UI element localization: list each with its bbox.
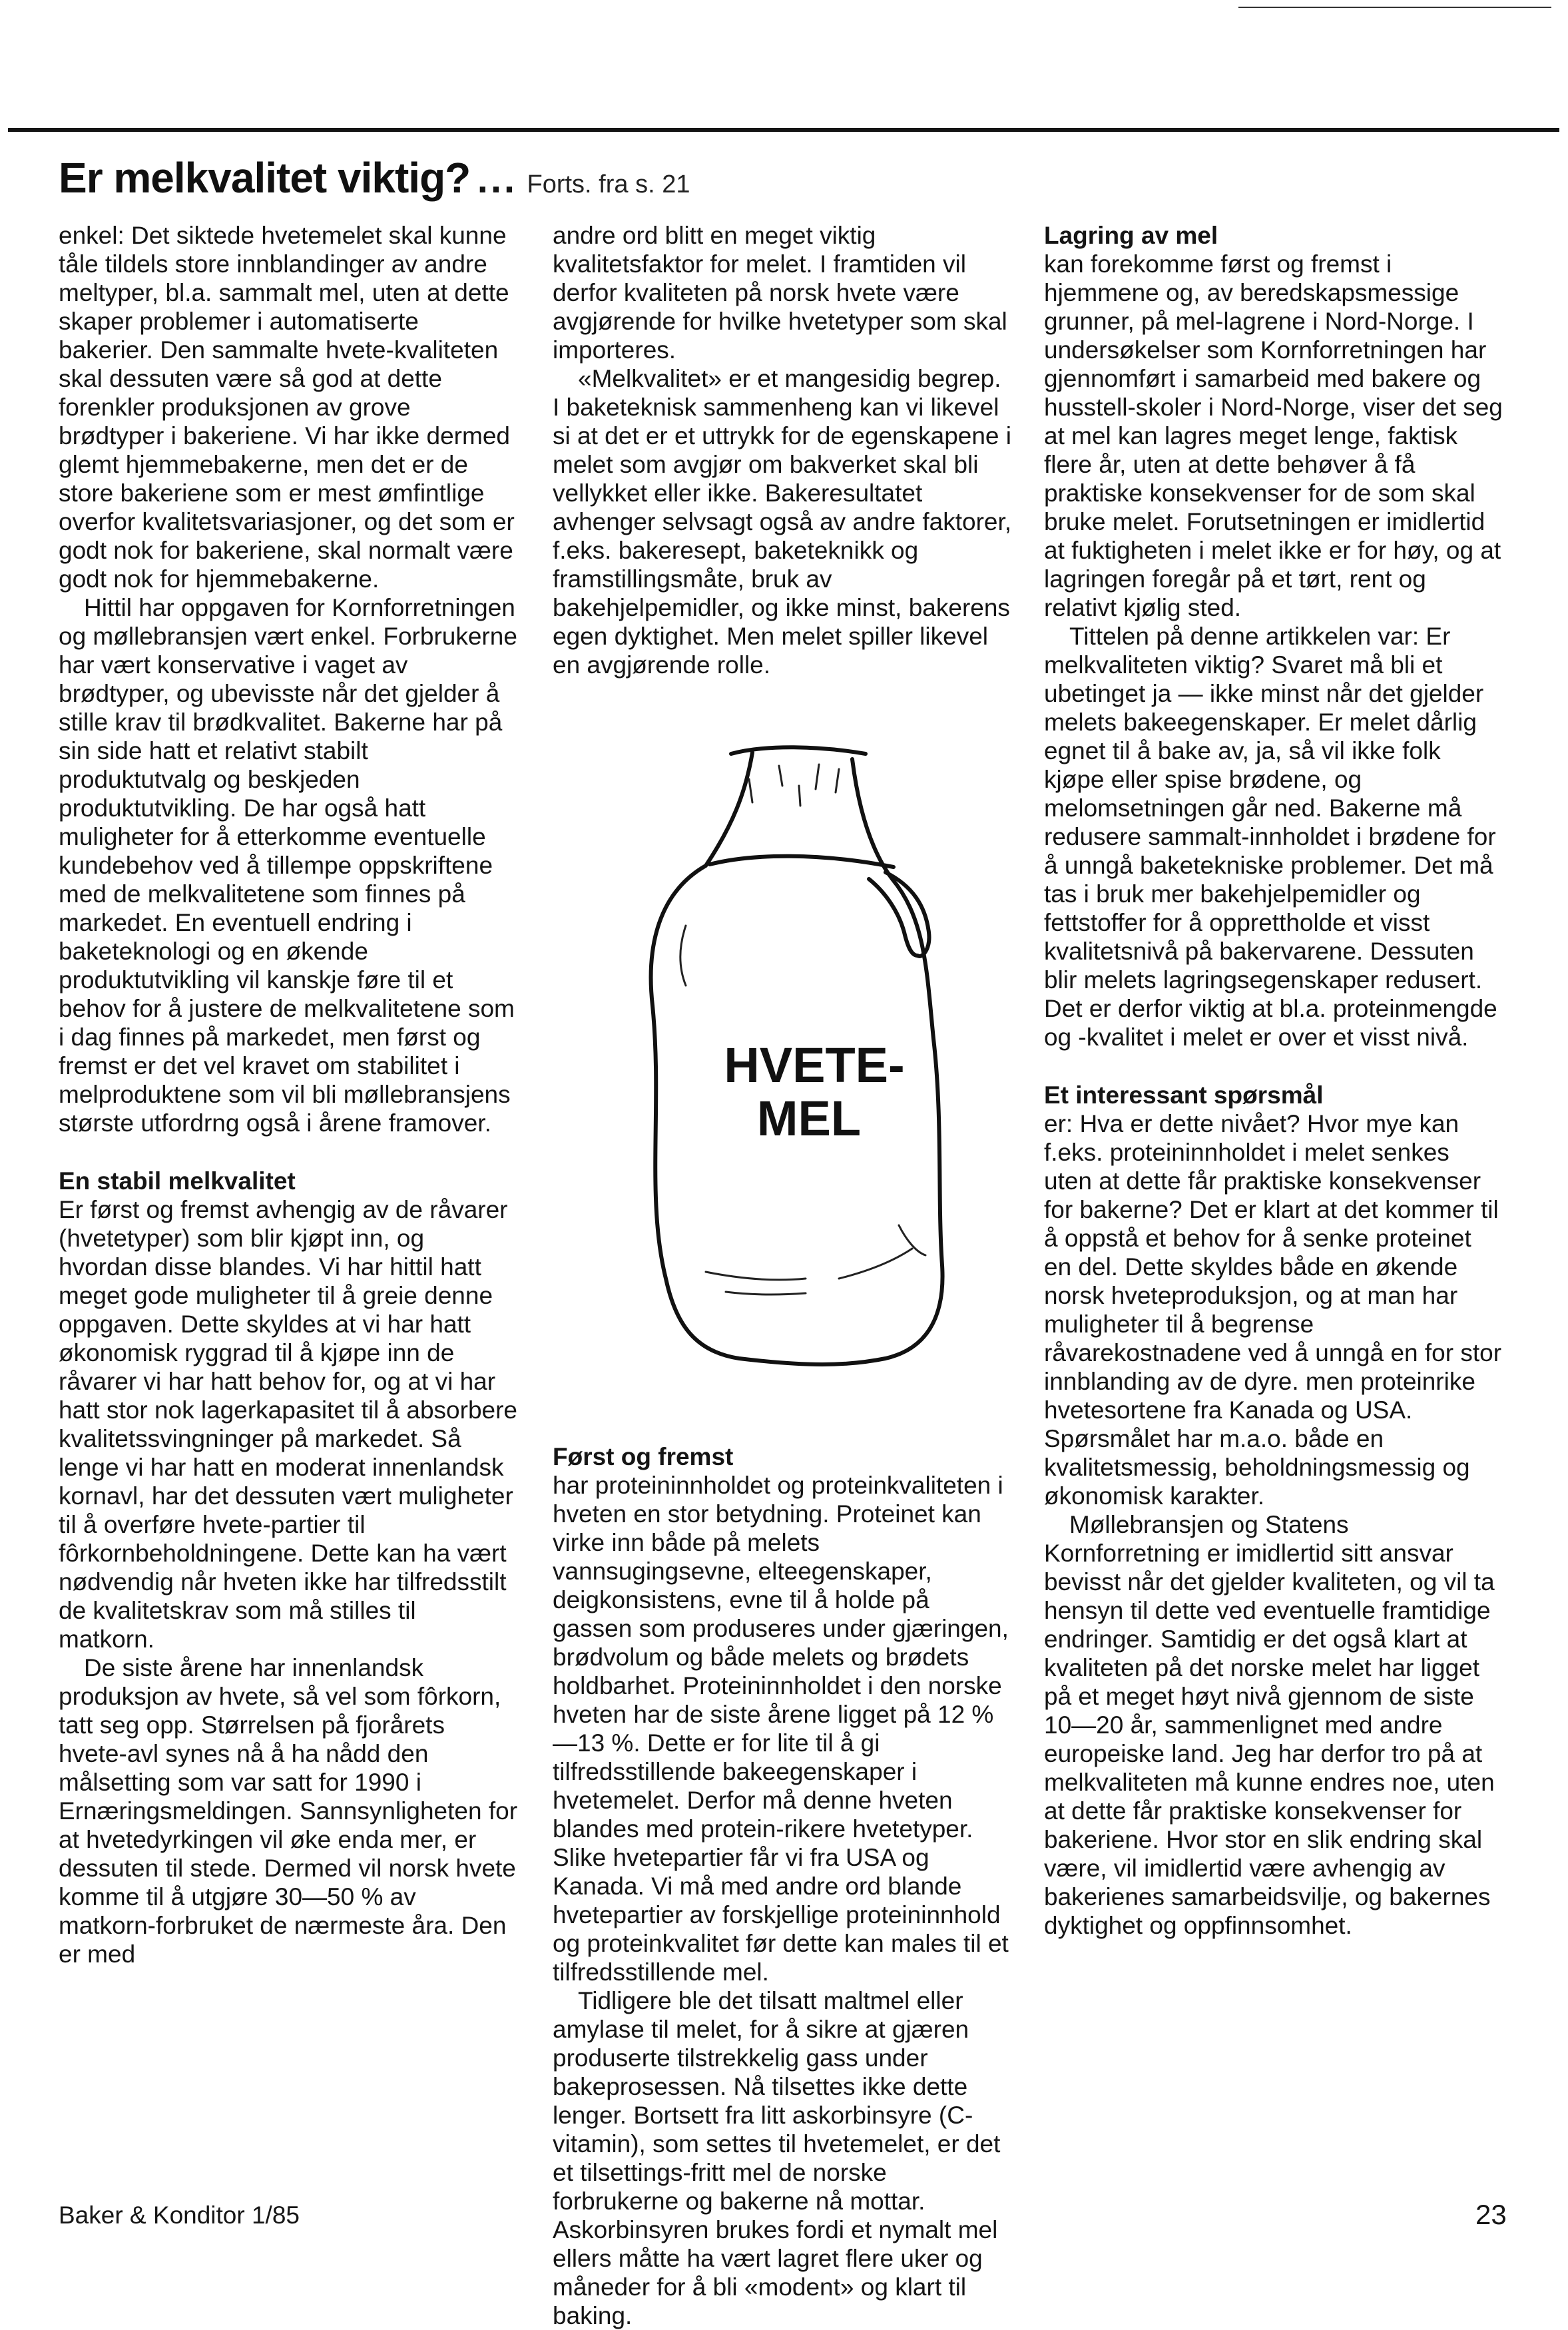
article-header <box>59 153 690 202</box>
paragraph: enkel: Det siktede hvetemelet skal kunne tåle tildels store innblandinger av andre meltyper, bl.a. sammalt mel, uten at dette skaper problemer i automatiserte bakerier. Den sammalte hvete-kvaliteten skal dessuten være så god at dette forenkler produksjonen av grove brødtyper i bakeriene. Vi har ikke dermed glemt hjemmebakerne, men det er de store bakeriene som er mest ømfintlige overfor kvalitetsvariasjoner, og det som er godt nok for bakeriene, skal normalt være godt nok for hjemmebakerne. <box>59 222 515 593</box>
paragraph: kan forekomme først og fremst i hjemmene og, av beredskapsmessige grunner, på mel-lagrene i Nord-Norge. I undersøkelser som Kornforretningen har gjennomført i samarbeid med bakere og husstell-skoler i Nord-Norge, viser det seg at mel kan lagres meget lenge, faktisk flere år, uten at dette behøver å få praktiske konsekvenser for de som skal bruke melet. Forutsetningen er imidlertid at fuktigheten i melet ikke er for høy, og at lagringen foregår på et tørt, rent og relativt kjølig sted. <box>1044 250 1503 621</box>
paragraph: har proteininnholdet og proteinkvaliteten i hveten en stor betydning. Proteinet kan virke inn både på melets vannsugingsevne, elteegenskaper, deigkonsistens, evne til å holde på gassen som produseres under gjæringen, brødvolum og både melets og brødets holdbarhet. Proteininnholdet i den norske hveten har de siste årene ligget på 12 %—13 %. Dette er for lite til å gi tilfredsstillende bakeegenskaper i hvetemelet. Derfor må denne hveten blandes med protein-rikere hvetetyper. Slike hvetepartier får vi fra USA og Kanada. Vi må med andre ord blande hvetepartier av forskjellige proteininnhold og proteinkvalitet før dette kan males til et tilfredsstillende mel. <box>553 1472 1009 1986</box>
section-heading: En stabil melkvalitet <box>59 1167 296 1195</box>
bag-label-line-1: HVETE- <box>724 1037 905 1093</box>
bag-label-line-2: MEL <box>756 1091 862 1146</box>
flour-bag-illustration <box>553 693 1012 1425</box>
paragraph: Hittil har oppgaven for Kornforretningen og møllebransjen vært enkel. Forbrukerne har vært konservative i vaget av brødtyper, og ubevisste når det gjelder å stille krav til brødkvalitet. Bakerne har på sin side hatt et relativt stabilt produktutvalg og beskjeden produktutvikling. De har også hatt muligheter for å etterkomme eventuelle kundebehov ved å tillempe oppskriftene med de melkvalitetene som finnes på markedet. En eventuell endring i baketeknologi og en økende produktutvikling vil kanskje føre til et behov for å justere de melkvalitetene som i dag finnes på markedet, men først og fremst er det vel kravet om stabilitet i melproduktene som vil bli møllebransjens største utfordrng også i årene framover. <box>59 594 517 1137</box>
top-rule <box>1238 7 1551 8</box>
section-heading: Et interessant spørsmål <box>1044 1081 1324 1109</box>
paragraph: er: Hva er dette nivået? Hvor mye kan f.eks. proteininnholdet i melet senkes uten at dette får praktiske konsekvenser for bakerne? Det er klart at det kommer til å oppstå et behov for å senke proteinet en del. Dette skyldes både en økende norsk hveteproduksjon, og at man har muligheter til å begrense råvarekostnadene ved å unngå en for stor innblanding av de dyre. men proteinrike hvetesortene fra Kanada og USA. Spørsmålet har m.a.o. både en kvalitetsmessig, beholdningsmessig og økonomisk karakter. <box>1044 1110 1502 1510</box>
column-2 <box>553 221 1012 2330</box>
continued-from: Forts. fra s. 21 <box>527 170 690 198</box>
paragraph: Tidligere ble det tilsatt maltmel eller amylase til melet, for å sikre at gjæren produserte tilstrekkelig gass under bakeprosessen. Nå tilsettes ikke dette lenger. Bortsett fra litt askorbinsyre (C-vitamin), som settes til hvetemelet, er det et tilsettings-fritt mel de norske forbrukerne og bakerne nå mottar. Askorbinsyren brukes fordi et nymalt mel ellers måtte ha vært lagret flere uker og måneder for å bli «modent» og klart til baking. <box>553 1987 1001 2329</box>
paragraph: Møllebransjen og Statens Kornforretning er imidlertid sitt ansvar bevisst når det gjelder kvaliteten, og vil ta hensyn til dette ved eventuelle framtidige endringer. Samtidig er det også klart at kvaliteten på det norske melet har ligget på et meget høyt nivå gjennom de siste 10—20 år, sammenlignet med andre europeiske land. Jeg har derfor tro på at melkvaliteten må kunne endres noe, uten at dette får praktiske konsekvenser for bakeriene. Hvor stor en slik endring skal være, vil imidlertid være avhengig av bakerienes samarbeidsvilje, og bakernes dyktighet og oppfinnsomhet. <box>1044 1511 1495 1939</box>
section-heading: Lagring av mel <box>1044 222 1218 249</box>
paragraph: De siste årene har innenlandsk produksjon av hvete, så vel som fôrkorn, tatt seg opp. Størrelsen på fjorårets hvete-avl synes nå å ha nådd den målsetting som var satt for 1990 i Ernæringsmeldingen. Sannsynligheten for at hvetedyrkingen vil øke enda mer, er dessuten til stede. Dermed vil norsk hvete komme til å utgjøre 30—50 % av matkorn-forbruket de nærmeste åra. Den er med <box>59 1654 518 1968</box>
column-1 <box>59 221 518 1968</box>
publication-footer: Baker & Konditor 1/85 <box>59 2201 300 2229</box>
article-title: Er melkvalitet viktig? <box>59 154 471 202</box>
paragraph: Er først og fremst avhengig av de råvarer (hvetetyper) som blir kjøpt inn, og hvordan disse blandes. Vi har hittil hatt meget gode muligheter til å greie denne oppgaven. Dette skyldes at vi har hatt økonomisk ryggrad til å kjøpe inn de råvarer vi har hatt behov for, og at vi har hatt stor nok lagerkapasitet til å absorbere kvalitetssvingninger på markedet. Så lenge vi har hatt en moderat innenlandsk kornavl, har det dessuten vært muligheter til å overføre hvete-partier til fôrkornbeholdningene. Dette kan ha vært nødvendig når hveten ikke har tilfredsstilt de kvalitetskrav som må stilles til matkorn. <box>59 1196 517 1653</box>
column-3 <box>1044 221 1503 1940</box>
paragraph: «Melkvalitet» er et mangesidig begrep. I baketeknisk sammenheng kan vi likevel si at det er et uttrykk for de egenskapene i melet som avgjør om bakverket skal bli vellykket eller ikke. Bakeresultatet avhenger selvsagt også av andre faktorer, f.eks. bakeresept, baketeknikk og framstillingsmåte, bruk av bakehjelpemidler, og ikke minst, bakerens egen dyktighet. Men melet spiller likevel en avgjørende rolle. <box>553 365 1012 679</box>
paragraph: Tittelen på denne artikkelen var: Er melkvaliteten viktig? Svaret må bli et ubetinget ja — ikke minst når det gjelder melets bakeegenskaper. Er melet dårlig egnet til å bake av, ja, så vil ikke folk kjøpe eller spise brødene, og melomsetningen går ned. Bakerne må redusere sammalt-innholdet i brødene for å unngå baketekniske problemer. Det må tas i bruk mer bakehjelpemidler og fettstoffer for å opprettholde et visst kvalitetsnivå på bakervarene. Dessuten blir melets lagringsegenskaper redusert. Det er derfor viktig at bl.a. proteinmengde og -kvalitet i melet er over et visst nivå. <box>1044 623 1497 1051</box>
title-dots: ... <box>477 158 518 201</box>
section-heading: Først og fremst <box>553 1443 734 1470</box>
paragraph: andre ord blitt en meget viktig kvalitetsfaktor for melet. I framtiden vil derfor kvaliteten på norsk hvete være avgjørende for hvilke hvetetyper som skal importeres. <box>553 222 1007 364</box>
flour-bag-icon <box>553 693 1012 1425</box>
header-rule <box>8 128 1559 132</box>
page-number: 23 <box>1475 2199 1507 2230</box>
